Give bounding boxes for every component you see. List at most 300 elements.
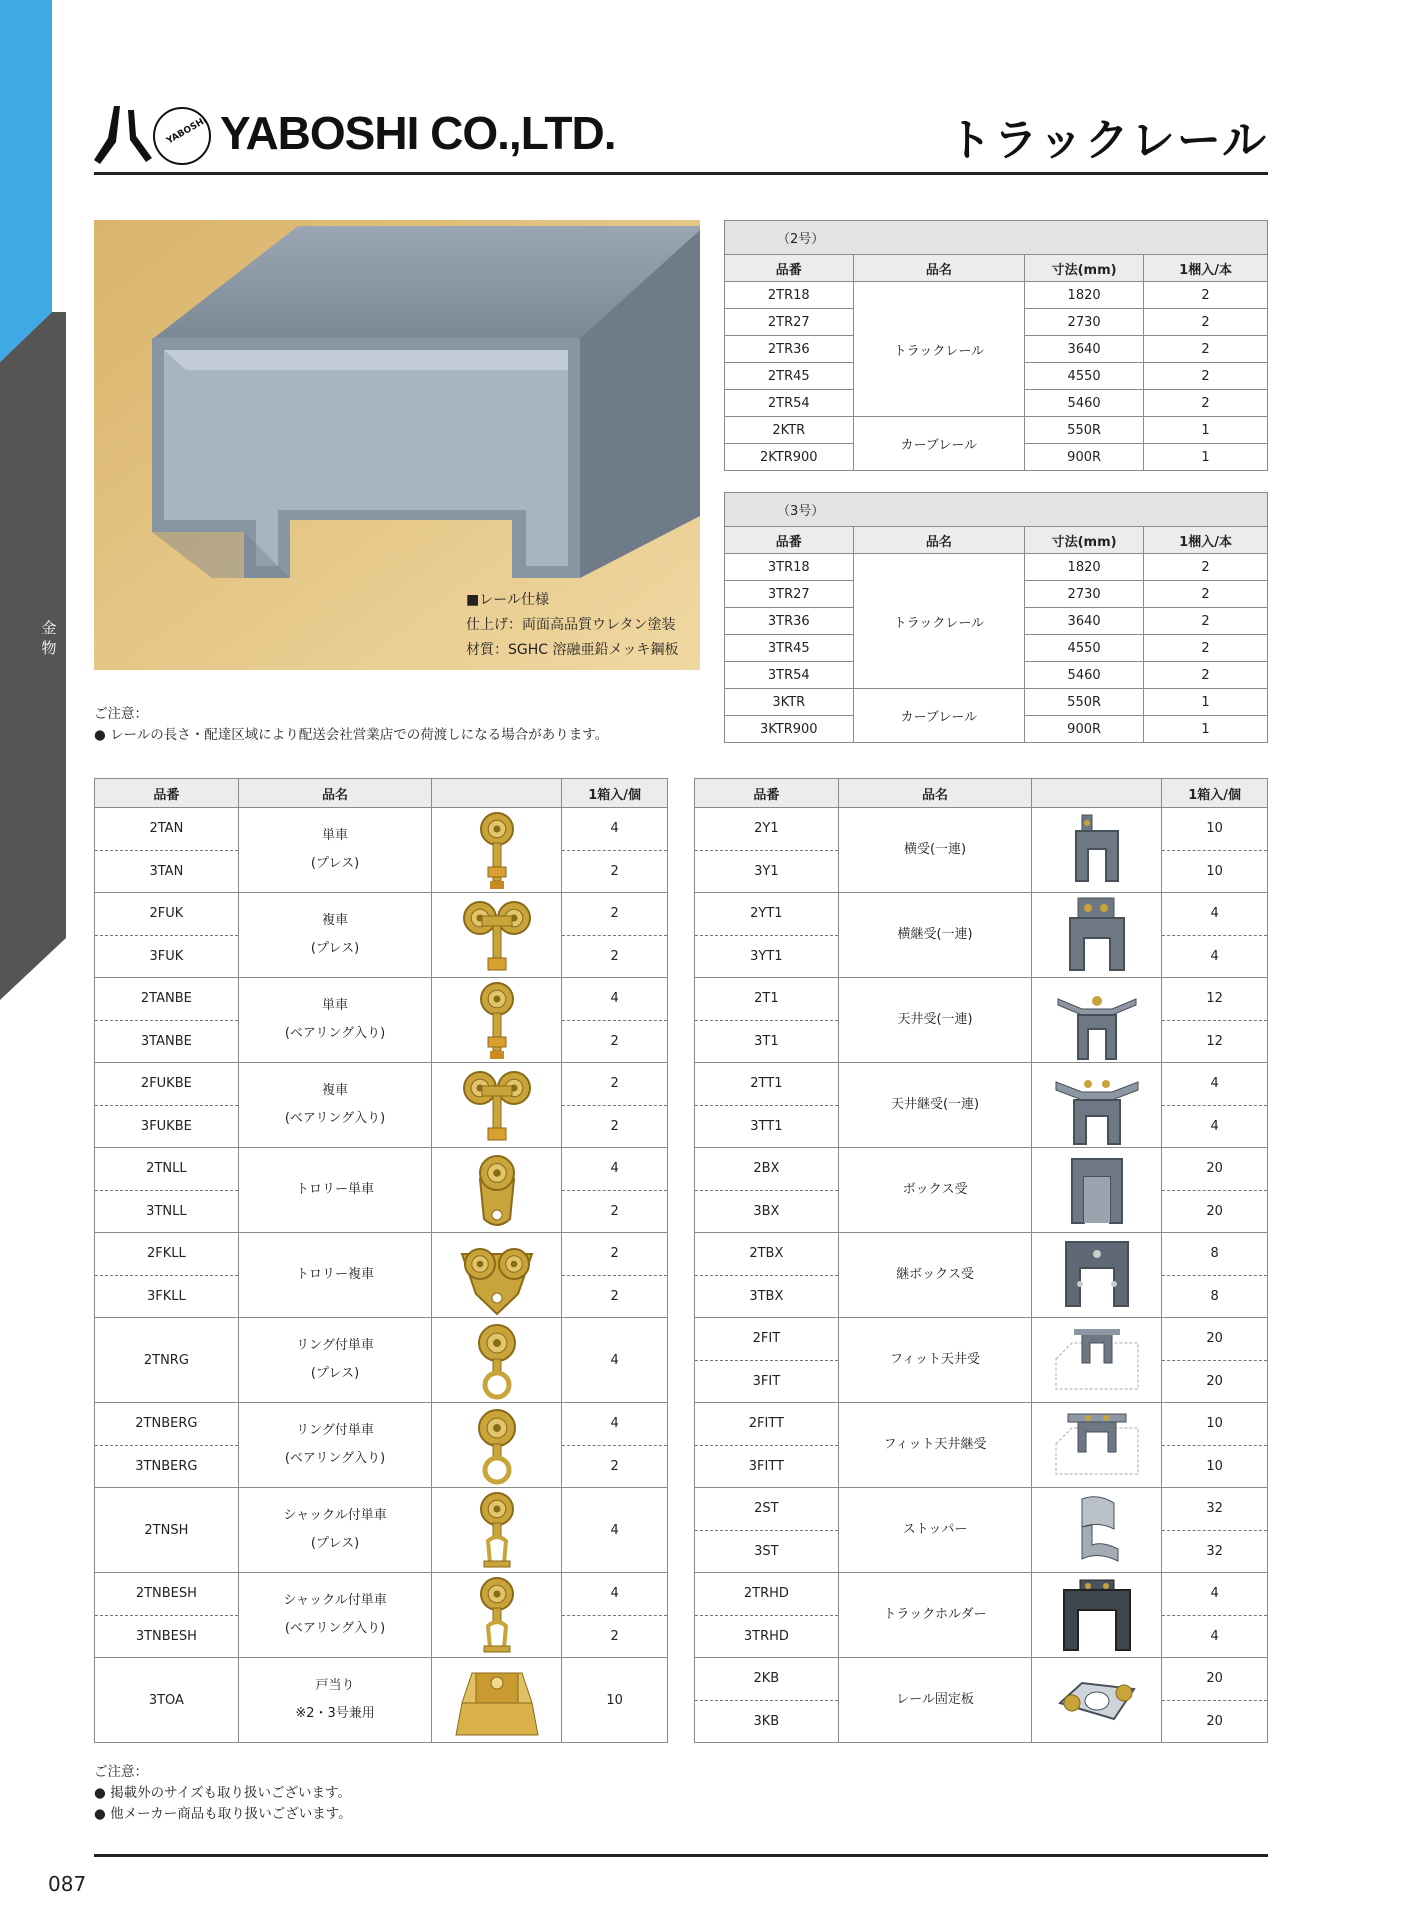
product-code: 2TNSH: [144, 1522, 189, 1538]
table-row: [725, 554, 1268, 581]
pack-quantity-cell: [1162, 893, 1268, 978]
product-code: 2BX: [695, 1148, 838, 1191]
table-row: [95, 1233, 668, 1318]
product-name: カーブレール: [853, 417, 1024, 471]
product-name-line: (ベアリング入り): [284, 1026, 386, 1041]
table-row: [695, 978, 1268, 1063]
pack-quantity: 10: [1162, 1403, 1267, 1446]
product-name: [238, 978, 432, 1063]
pack-quantity: 4: [1210, 1628, 1219, 1644]
column-header: [432, 779, 562, 808]
product-code: 3TR18: [725, 554, 854, 581]
pack-quantity-cell: [562, 1318, 668, 1403]
product-code: 2KTR900: [725, 444, 854, 471]
pack-quantity-cell: [1162, 1148, 1268, 1233]
product-code: 3TBX: [749, 1288, 784, 1304]
table-row: [725, 282, 1268, 309]
pack-quantity: 2: [562, 1063, 667, 1106]
pack-quantity: 8: [1162, 1233, 1267, 1276]
pack-quantity-cell: [562, 808, 668, 893]
product-photo: [432, 1063, 562, 1148]
product-code-cell: [695, 893, 839, 978]
pack-quantity: 2: [1144, 581, 1268, 608]
product-code: 3FKLL: [147, 1288, 186, 1304]
pack-quantity: 2: [562, 1233, 667, 1276]
product-name-line: 横受(一連): [903, 842, 967, 857]
column-header: 品番: [725, 255, 854, 282]
product-code: 3FITT: [748, 1458, 784, 1474]
product-photo: [432, 1573, 562, 1658]
product-code: 3TNBERG: [135, 1458, 198, 1474]
spec-finish: 仕上げ：両面高品質ウレタン塗装: [466, 617, 676, 633]
product-code-cell: [95, 1318, 239, 1403]
pack-quantity-cell: [1162, 1488, 1268, 1573]
product-name-line: 天井受(一連): [897, 1012, 973, 1027]
product-code: 2TNBESH: [95, 1573, 238, 1616]
product-name-line: トロリー単車: [296, 1182, 375, 1197]
product-code: 3KB: [753, 1713, 780, 1729]
pack-quantity: 4: [1162, 893, 1267, 936]
product-code-cell: [95, 1148, 239, 1233]
rail-table-no2: [724, 220, 1268, 471]
product-name-line: リング付単車: [296, 1338, 374, 1353]
product-code: 3TRHD: [743, 1628, 789, 1644]
pack-quantity-cell: [1162, 1318, 1268, 1403]
product-code: 3TR45: [725, 635, 854, 662]
product-name-line: 戸当り: [315, 1678, 355, 1693]
double-wheel-icon: [452, 1064, 542, 1146]
notice-heading: ご注意：: [94, 1764, 148, 1780]
product-code: 2FUKBE: [95, 1063, 238, 1106]
ring-wheel-icon: [452, 1319, 542, 1401]
product-name-line: (プレス): [310, 941, 360, 956]
column-header: 1箱入/個: [1162, 779, 1268, 808]
rail-spec: [466, 588, 679, 663]
product-name-line: ボックス受: [902, 1182, 968, 1197]
product-name-line: レール固定板: [896, 1692, 974, 1707]
product-code: 3TAN: [149, 863, 184, 879]
product-name: [238, 893, 432, 978]
pack-quantity: 20: [1162, 1658, 1267, 1701]
product-name-line: 単車: [322, 828, 349, 843]
product-photo: [1032, 1658, 1162, 1743]
product-code: 3FUKBE: [140, 1118, 192, 1134]
table-row: [695, 1318, 1268, 1403]
product-code: 2TT1: [695, 1063, 838, 1106]
side-band: [0, 0, 66, 1000]
shackle-wheel-icon: [452, 1574, 542, 1656]
side-label: 金物: [41, 619, 57, 657]
product-photo: [432, 1148, 562, 1233]
product-code: 2TAN: [95, 808, 238, 851]
product-photo: [432, 978, 562, 1063]
product-code: 3Y1: [754, 863, 779, 879]
dimension: 550R: [1025, 417, 1144, 444]
product-name-line: フィット天井継受: [883, 1437, 987, 1452]
side-joint-bracket-icon: [1052, 894, 1142, 976]
product-photo: [1032, 1233, 1162, 1318]
product-code: 3TNBESH: [135, 1628, 197, 1644]
product-code-cell: [695, 1488, 839, 1573]
product-code: 3TR27: [725, 581, 854, 608]
product-code: 2YT1: [695, 893, 838, 936]
pack-quantity: 12: [1206, 1033, 1223, 1049]
pack-quantity: 1: [1144, 417, 1268, 444]
table-row: [695, 893, 1268, 978]
dimension: 2730: [1025, 581, 1144, 608]
product-photo: [1032, 1063, 1162, 1148]
product-name-line: ストッパー: [902, 1522, 968, 1537]
pack-quantity: 4: [562, 1403, 667, 1446]
pack-quantity: 20: [1206, 1373, 1223, 1389]
fit-ceiling-joint-bracket-icon: [1052, 1404, 1142, 1486]
column-header: 寸法(mm): [1025, 255, 1144, 282]
product-code-cell: [695, 1573, 839, 1658]
parts-table-header: [95, 779, 668, 808]
product-photo: [432, 808, 562, 893]
product-code: 2TNLL: [95, 1148, 238, 1191]
product-code-cell: [95, 1063, 239, 1148]
product-code: 3BX: [753, 1203, 780, 1219]
product-name-line: トラックホルダー: [883, 1607, 987, 1622]
column-header: [1032, 779, 1162, 808]
rail-table-no3: [724, 492, 1268, 743]
pack-quantity: 4: [562, 808, 667, 851]
table-row: [95, 893, 668, 978]
column-header: 品番: [725, 527, 854, 554]
pack-quantity: 20: [1206, 1713, 1223, 1729]
table-row: [695, 1488, 1268, 1573]
product-code: 2TR54: [725, 390, 854, 417]
pack-quantity: 2: [610, 1033, 619, 1049]
pack-quantity: 1: [1144, 444, 1268, 471]
product-code: 3TT1: [750, 1118, 783, 1134]
product-code-cell: [95, 808, 239, 893]
table-row: [695, 1658, 1268, 1743]
product-name: [838, 893, 1032, 978]
dimension: 5460: [1025, 390, 1144, 417]
pack-quantity: 4: [562, 1573, 667, 1616]
table-row: [95, 1063, 668, 1148]
dimension: 2730: [1025, 309, 1144, 336]
pack-quantity: 2: [1144, 635, 1268, 662]
pack-quantity-cell: [1162, 808, 1268, 893]
dimension: 900R: [1025, 716, 1144, 743]
pack-quantity: 10: [1162, 808, 1267, 851]
pack-quantity: 2: [610, 1458, 619, 1474]
pack-quantity: 2: [610, 1118, 619, 1134]
product-name-line: トロリー複車: [296, 1267, 375, 1282]
rail-table-caption-row: [725, 221, 1268, 255]
product-code-cell: [695, 1063, 839, 1148]
product-name-line: フィット天井受: [890, 1352, 980, 1367]
column-header: 品番: [695, 779, 839, 808]
table-row: [95, 978, 668, 1063]
product-code: 3KTR: [725, 689, 854, 716]
product-code: 2ST: [695, 1488, 838, 1531]
table-row: [695, 808, 1268, 893]
product-name: [838, 808, 1032, 893]
dimension: 1820: [1025, 554, 1144, 581]
footer-divider: [94, 1854, 1268, 1857]
product-code: 2TR18: [725, 282, 854, 309]
product-name: [838, 1488, 1032, 1573]
table-row: [95, 1488, 668, 1573]
table-row: [725, 689, 1268, 716]
pack-quantity: 2: [610, 1288, 619, 1304]
pack-quantity: 4: [1210, 948, 1219, 964]
product-name: [238, 1063, 432, 1148]
track-holder-icon: [1052, 1574, 1142, 1656]
product-code-cell: [695, 808, 839, 893]
dimension: 4550: [1025, 635, 1144, 662]
product-name-line: シャックル付単車: [283, 1593, 387, 1608]
product-name: [238, 808, 432, 893]
table-row: [695, 1063, 1268, 1148]
pack-quantity: 4: [610, 1522, 619, 1538]
rail-fixing-plate-icon: [1052, 1659, 1142, 1741]
pack-quantity: 10: [1206, 1458, 1223, 1474]
product-name: [838, 1063, 1032, 1148]
single-wheel-icon: [452, 809, 542, 891]
product-code-cell: [95, 1488, 239, 1573]
table-row: [695, 1148, 1268, 1233]
rail-table-caption: （3号）: [725, 493, 1268, 527]
column-header: 1梱入/本: [1144, 255, 1268, 282]
product-name-line: 複車: [322, 913, 349, 928]
product-name-line: シャックル付単車: [283, 1508, 387, 1523]
pack-quantity-cell: [562, 1573, 668, 1658]
product-code: 3FIT: [752, 1373, 781, 1389]
column-header: 寸法(mm): [1025, 527, 1144, 554]
product-code: 2TANBE: [95, 978, 238, 1021]
product-photo: [432, 1318, 562, 1403]
product-name: [238, 1488, 432, 1573]
table-row: [95, 1403, 668, 1488]
box-bracket-icon: [1052, 1149, 1142, 1231]
product-code: 2FKLL: [95, 1233, 238, 1276]
product-code-cell: [695, 1318, 839, 1403]
product-code: 2FIT: [695, 1318, 838, 1361]
company-logo: [94, 96, 654, 174]
notice-top: [94, 704, 608, 746]
product-name: カーブレール: [853, 689, 1024, 743]
table-row: [695, 1573, 1268, 1658]
product-code: 2T1: [695, 978, 838, 1021]
product-name: [838, 1318, 1032, 1403]
product-code: 2TBX: [695, 1233, 838, 1276]
product-photo: [1032, 893, 1162, 978]
pack-quantity-cell: [1162, 1233, 1268, 1318]
ceiling-joint-bracket-icon: [1052, 1064, 1142, 1146]
rail-table-header: [725, 255, 1268, 282]
logo-mark-text: YABOSHI: [165, 115, 209, 147]
pack-quantity: 4: [1162, 1063, 1267, 1106]
table-row: [695, 1233, 1268, 1318]
dimension: 1820: [1025, 282, 1144, 309]
product-code: 3TOA: [148, 1692, 184, 1708]
product-name-line: (ベアリング入り): [284, 1111, 386, 1126]
product-name-line: 継ボックス受: [896, 1267, 974, 1282]
pack-quantity: 4: [1162, 1573, 1267, 1616]
product-photo: [1032, 1488, 1162, 1573]
product-code: 3T1: [754, 1033, 779, 1049]
product-code-cell: [695, 1233, 839, 1318]
door-stop-icon: [452, 1659, 542, 1741]
product-photo: [432, 1403, 562, 1488]
product-photo: [1032, 1148, 1162, 1233]
product-code: 2KB: [695, 1658, 838, 1701]
product-code-cell: [95, 1233, 239, 1318]
pack-quantity: 2: [1144, 282, 1268, 309]
pack-quantity: 12: [1162, 978, 1267, 1021]
product-name: [838, 1148, 1032, 1233]
rail-table-header: [725, 527, 1268, 554]
dimension: 5460: [1025, 662, 1144, 689]
pack-quantity: 4: [562, 978, 667, 1021]
product-code: 3TR36: [725, 608, 854, 635]
pack-quantity: 20: [1206, 1203, 1223, 1219]
notice-item: ● 掲載外のサイズも取り扱いございます。: [94, 1785, 351, 1801]
product-code: 2TRHD: [695, 1573, 838, 1616]
joint-box-bracket-icon: [1052, 1234, 1142, 1316]
notice-item: ● レールの長さ・配達区域により配送会社営業店での荷渡しになる場合があります。: [94, 727, 609, 743]
product-code-cell: [695, 978, 839, 1063]
notice-bottom: [94, 1762, 352, 1825]
table-row: [95, 1148, 668, 1233]
product-code-cell: [95, 1403, 239, 1488]
product-name-line: リング付単車: [296, 1423, 374, 1438]
fit-ceiling-bracket-icon: [1052, 1319, 1142, 1401]
dimension: 900R: [1025, 444, 1144, 471]
product-photo: [432, 893, 562, 978]
pack-quantity-cell: [562, 1233, 668, 1318]
product-name: [238, 1658, 432, 1743]
product-code-cell: [95, 1658, 239, 1743]
pack-quantity-cell: [562, 1063, 668, 1148]
trolley-single-icon: [452, 1149, 542, 1231]
dimension: 4550: [1025, 363, 1144, 390]
table-row: [695, 1403, 1268, 1488]
parts-table-wheels: [94, 778, 668, 1743]
product-code: 2TR27: [725, 309, 854, 336]
product-code: 3YT1: [750, 948, 783, 964]
table-row: [95, 808, 668, 893]
pack-quantity: 2: [1144, 608, 1268, 635]
pack-quantity-cell: [562, 893, 668, 978]
product-name: [838, 1658, 1032, 1743]
table-row: [95, 1318, 668, 1403]
rail-table-caption-row: [725, 493, 1268, 527]
header-divider: [94, 172, 1268, 175]
product-name-line: (プレス): [310, 1366, 360, 1381]
pack-quantity: 2: [1144, 390, 1268, 417]
dimension: 3640: [1025, 608, 1144, 635]
product-name-line: (プレス): [310, 1536, 360, 1551]
product-name: [838, 1403, 1032, 1488]
product-name: トラックレール: [853, 554, 1024, 689]
pack-quantity: 20: [1162, 1148, 1267, 1191]
product-code: 2KTR: [725, 417, 854, 444]
pack-quantity-cell: [1162, 978, 1268, 1063]
product-name: [238, 1233, 432, 1318]
page-title: トラックレール: [947, 115, 1268, 166]
product-name: [238, 1148, 432, 1233]
notice-heading: ご注意：: [94, 706, 148, 722]
product-code: 3KTR900: [725, 716, 854, 743]
yaboshi-logo-mark: [94, 102, 216, 168]
product-photo: [1032, 978, 1162, 1063]
column-header: 品名: [853, 527, 1024, 554]
spec-heading: ■レール仕様: [466, 592, 549, 608]
column-header: 品名: [853, 255, 1024, 282]
single-wheel-icon: [452, 979, 542, 1061]
product-photo: [432, 1658, 562, 1743]
column-header: 品名: [838, 779, 1032, 808]
product-name: トラックレール: [853, 282, 1024, 417]
double-wheel-icon: [452, 894, 542, 976]
pack-quantity: 2: [1144, 554, 1268, 581]
product-code: 2FITT: [695, 1403, 838, 1446]
pack-quantity: 2: [1144, 309, 1268, 336]
parts-table-header: [695, 779, 1268, 808]
pack-quantity-cell: [1162, 1403, 1268, 1488]
product-photo: [432, 1488, 562, 1573]
pack-quantity-cell: [562, 1148, 668, 1233]
pack-quantity: 8: [1210, 1288, 1219, 1304]
product-code: 2TR36: [725, 336, 854, 363]
product-name: [238, 1403, 432, 1488]
product-code: 3TR54: [725, 662, 854, 689]
trolley-double-icon: [452, 1234, 542, 1316]
product-code: 2FUK: [95, 893, 238, 936]
dimension: 550R: [1025, 689, 1144, 716]
product-name: [238, 1573, 432, 1658]
column-header: 1箱入/個: [562, 779, 668, 808]
pack-quantity: 4: [610, 1352, 619, 1368]
product-code-cell: [695, 1148, 839, 1233]
product-code-cell: [95, 978, 239, 1063]
product-code: 3TANBE: [140, 1033, 192, 1049]
product-photo: [1032, 1403, 1162, 1488]
product-code-cell: [695, 1658, 839, 1743]
pack-quantity-cell: [562, 978, 668, 1063]
page-number: 087: [48, 1872, 87, 1896]
shackle-wheel-icon: [452, 1489, 542, 1571]
pack-quantity: 10: [1206, 863, 1223, 879]
dimension: 3640: [1025, 336, 1144, 363]
product-name-line: 単車: [322, 998, 349, 1013]
pack-quantity: 1: [1144, 689, 1268, 716]
column-header: 1梱入/本: [1144, 527, 1268, 554]
pack-quantity: 2: [610, 948, 619, 964]
product-code: 2TNRG: [143, 1352, 189, 1368]
company-name: YABOSHI CO.,LTD.: [220, 107, 616, 159]
ceiling-bracket-icon: [1052, 979, 1142, 1061]
product-name-line: ※2・3号兼用: [295, 1706, 375, 1721]
product-code: 2TR45: [725, 363, 854, 390]
pack-quantity: 2: [1144, 662, 1268, 689]
product-name-line: 複車: [322, 1083, 349, 1098]
pack-quantity: 2: [610, 1628, 619, 1644]
pack-quantity: 10: [606, 1692, 623, 1708]
product-photo: [432, 1233, 562, 1318]
product-name-line: (プレス): [310, 856, 360, 871]
pack-quantity: 32: [1206, 1543, 1223, 1559]
pack-quantity-cell: [562, 1488, 668, 1573]
product-code: 3FUK: [149, 948, 184, 964]
product-name: [838, 1573, 1032, 1658]
